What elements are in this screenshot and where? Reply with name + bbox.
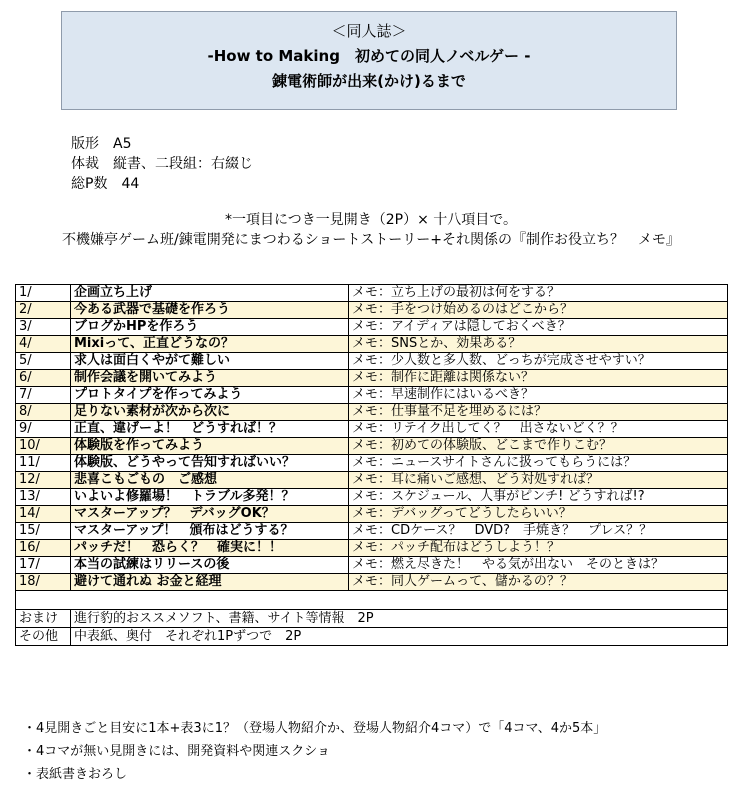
blank-row: [16, 591, 728, 610]
row-memo: メモ：初めての体験版、どこまで作りこむ？: [349, 438, 728, 455]
row-memo: メモ：立ち上げの最初は何をする？: [349, 285, 728, 302]
row-title: 正直、違げーよ！ どうすれば！？: [71, 421, 349, 438]
intro-line-2: 不機嫌亭ゲーム班/錬電開発にまつわるショートストーリー+それ関係の『制作お役立ち？ メモ』: [61, 232, 681, 248]
row-title: マスターアップ？ デバッグOK？: [71, 506, 349, 523]
row-number: 15/: [16, 523, 71, 540]
table-row: [16, 336, 728, 353]
table-row: [16, 302, 728, 319]
row-title: 本当の試練はリリースの後: [71, 557, 349, 574]
row-number: 14/: [16, 506, 71, 523]
blank-cell: [16, 591, 728, 610]
row-number: 7/: [16, 387, 71, 404]
row-memo: メモ：SNSとか、効果ある？: [349, 336, 728, 353]
row-title: 制作会議を開いてみよう: [71, 370, 349, 387]
row-memo: メモ：スケジュール、人事がピンチ! どうすれば!?: [349, 489, 728, 506]
table-row: [16, 455, 728, 472]
title-line-3: 錬電術師が出来(かけ)るまで: [272, 72, 466, 90]
row-title: 体験版を作ってみよう: [71, 438, 349, 455]
row-memo: メモ：仕事量不足を埋めるには？: [349, 404, 728, 421]
table-row: [16, 285, 728, 302]
title-line-2: -How to Making 初めての同人ノベルゲー -: [207, 47, 531, 65]
table-row: [16, 574, 728, 591]
row-memo: メモ：デバッグってどうしたらいい？: [349, 506, 728, 523]
row-number: 13/: [16, 489, 71, 506]
table-row: [16, 404, 728, 421]
row-title: プロトタイプを作ってみよう: [71, 387, 349, 404]
row-memo: メモ：耳に痛いご感想、どう対処すれば？: [349, 472, 728, 489]
row-memo: メモ：同人ゲームって、儲かるの？？: [349, 574, 728, 591]
contents-table: [15, 284, 728, 646]
row-memo: メモ：CDケース？ DVD? 手焼き？ プレス？？: [349, 523, 728, 540]
row-title: マスターアップ！ 頒布はどうする？: [71, 523, 349, 540]
row-number: 3/: [16, 319, 71, 336]
extra-row: [16, 610, 728, 628]
row-title: 足りない素材が次から次に: [71, 404, 349, 421]
row-memo: メモ：ニュースサイトさんに扱ってもらうには？: [349, 455, 728, 472]
intro-line-1: *一項目につき一見開き（2P）× 十八項目で。: [225, 212, 517, 228]
extra-label: その他: [16, 628, 71, 646]
table-row: [16, 353, 728, 370]
spec-pages: 総P数 44: [71, 176, 140, 192]
row-number: 8/: [16, 404, 71, 421]
row-title: 悲喜こもごもの ご感想: [71, 472, 349, 489]
table-row: [16, 421, 728, 438]
table-row: [16, 557, 728, 574]
row-memo: メモ：燃え尽きた！ やる気が出ない そのときは？: [349, 557, 728, 574]
row-number: 11/: [16, 455, 71, 472]
extra-text: 中表紙、奥付 それぞれ1Pずつで 2P: [71, 628, 728, 646]
row-title: 求人は面白くやがて難しい: [71, 353, 349, 370]
row-memo: メモ：リテイク出してく？ 出さないどく？？: [349, 421, 728, 438]
row-title: 体験版、どうやって告知すればいい？: [71, 455, 349, 472]
row-memo: メモ：アイディアは隠しておくべき？: [349, 319, 728, 336]
note-2: ・4コマが無い見開きには、開発資料や関連スクショ: [23, 744, 331, 759]
row-title: パッチだ！ 恐らく？ 確実に！！: [71, 540, 349, 557]
row-memo: メモ：制作に距離は関係ない？: [349, 370, 728, 387]
row-number: 9/: [16, 421, 71, 438]
table-row: [16, 472, 728, 489]
table-row: [16, 489, 728, 506]
extra-text: 進行豹的おススメソフト、書籍、サイト等情報 2P: [71, 610, 728, 628]
row-number: 1/: [16, 285, 71, 302]
title-line-1: ＜同人誌＞: [331, 22, 407, 40]
table-row: [16, 506, 728, 523]
row-number: 2/: [16, 302, 71, 319]
row-title: いよいよ修羅場！ トラブル多発！？: [71, 489, 349, 506]
title-box: [61, 11, 677, 110]
row-number: 17/: [16, 557, 71, 574]
row-title: 避けて通れぬ お金と経理: [71, 574, 349, 591]
row-number: 18/: [16, 574, 71, 591]
row-title: ブログかHPを作ろう: [71, 319, 349, 336]
row-memo: メモ：少人数と多人数、どっちが完成させやすい？: [349, 353, 728, 370]
row-number: 6/: [16, 370, 71, 387]
note-1: ・4見開きごと目安に1本+表3に1？（登場人物紹介か、登場人物紹介4コマ）で「4コマ、4か5本」: [23, 721, 607, 736]
row-title: 企画立ち上げ: [71, 285, 349, 302]
row-number: 4/: [16, 336, 71, 353]
row-number: 5/: [16, 353, 71, 370]
table-row: [16, 387, 728, 404]
table-row: [16, 540, 728, 557]
extra-row: [16, 628, 728, 646]
row-number: 12/: [16, 472, 71, 489]
spec-format: 版形 A5: [71, 136, 132, 152]
table-row: [16, 438, 728, 455]
extra-label: おまけ: [16, 610, 71, 628]
row-title: Mixiって、正直どうなの？: [71, 336, 349, 353]
table-row: [16, 319, 728, 336]
table-row: [16, 523, 728, 540]
row-memo: メモ：早速制作にはいるべき？: [349, 387, 728, 404]
table-row: [16, 370, 728, 387]
row-title: 今ある武器で基礎を作ろう: [71, 302, 349, 319]
row-memo: メモ：パッチ配布はどうしよう！？: [349, 540, 728, 557]
note-3: ・表紙書きおろし: [23, 767, 128, 782]
row-memo: メモ：手をつけ始めるのはどこから？: [349, 302, 728, 319]
row-number: 10/: [16, 438, 71, 455]
row-number: 16/: [16, 540, 71, 557]
spec-binding: 体裁 縦書、二段組：右綴じ: [71, 156, 253, 172]
